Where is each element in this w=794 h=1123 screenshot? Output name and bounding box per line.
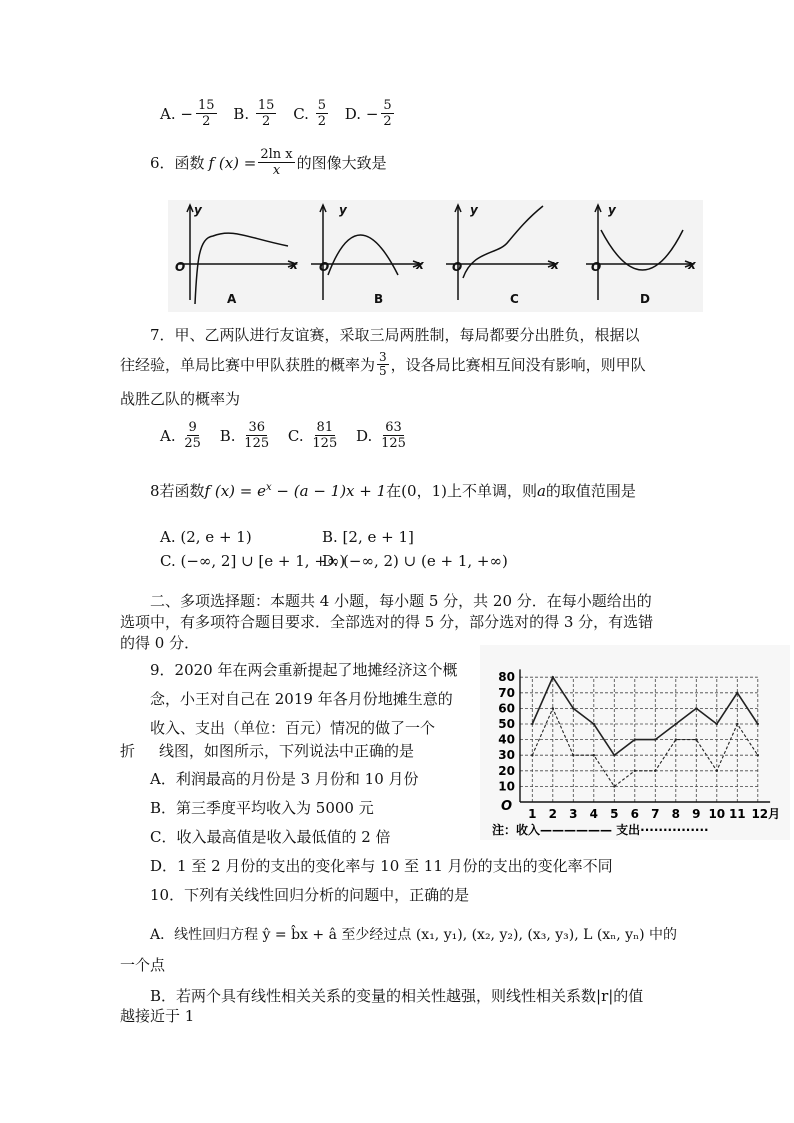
y-tick-label: 20 bbox=[498, 763, 515, 778]
data-point bbox=[593, 754, 595, 756]
origin-label: O bbox=[500, 799, 512, 814]
data-point bbox=[552, 707, 554, 709]
graph-d-origin: O bbox=[591, 260, 602, 274]
q9-line3: 收入、支出（单位：百元）情况的做了一个 bbox=[150, 719, 436, 737]
chart-legend: 注：收入—————— 支出··············· bbox=[492, 823, 709, 837]
q9-option-a: A．利润最高的月份是 3 月份和 10 月份 bbox=[150, 770, 419, 788]
data-point bbox=[757, 723, 759, 725]
q9-option-c: C．收入最高值是收入最低值的 2 倍 bbox=[150, 828, 391, 846]
q7-options: A. $\frac{9}{25}$ B. $\frac{36}{125}$ C. $\frac{81}{125}$ D. $\frac{63}{125}$ bbox=[160, 420, 406, 451]
data-point bbox=[716, 770, 718, 772]
graph-c-origin: O bbox=[452, 260, 463, 274]
y-tick-label: 80 bbox=[498, 670, 515, 685]
data-point bbox=[634, 770, 636, 772]
data-point bbox=[531, 723, 533, 725]
q5-option-c: C. $\frac{5}{2}$ bbox=[293, 98, 326, 129]
section2-line3: 的得 0 分． bbox=[120, 634, 200, 652]
y-tick-label: 30 bbox=[498, 748, 515, 763]
q10-option-a-1: A．线性回归方程 ŷ = b̂x + â 至少经过点 (x₁, y₁), (x₂, y₂), (x₃, y₃), L (xₙ, yₙ) 中的 bbox=[150, 927, 678, 943]
q9-line2: 念，小王对自己在 2019 年各月份地摊生意的 bbox=[150, 690, 453, 708]
q9-line-chart bbox=[480, 645, 790, 840]
data-point bbox=[531, 754, 533, 756]
q10-option-a-2: 一个点 bbox=[120, 956, 166, 974]
q8-option-c: C. (−∞, 2] ∪ [e + 1, +∞) bbox=[160, 552, 346, 570]
data-point bbox=[654, 770, 656, 772]
q10-line1: 10．下列有关线性回归分析的问题中，正确的是 bbox=[150, 886, 470, 904]
y-tick-label: 70 bbox=[498, 685, 515, 700]
graph-a-label: A bbox=[227, 292, 237, 306]
data-point bbox=[572, 707, 574, 709]
q7-line2: 往经验，单局比赛中甲队获胜的概率为 $\frac{3}{5}$ ，设各局比赛相互间没有影响，则甲队 bbox=[120, 350, 646, 378]
q8-option-b: B. [2, e + 1] bbox=[322, 528, 414, 546]
q6-graphs bbox=[168, 200, 703, 312]
q9-option-d: D．1 至 2 月份的支出的变化率与 10 至 11 月份的支出的变化率不同 bbox=[150, 857, 613, 875]
q9-line1: 9．2020 年在两会重新提起了地摊经济这个概 bbox=[150, 661, 458, 679]
graph-b-y: y bbox=[339, 203, 347, 217]
x-tick-label: 10 bbox=[708, 807, 726, 821]
data-point bbox=[736, 723, 738, 725]
graph-b-origin: O bbox=[319, 260, 330, 274]
q5-option-d: D. − $\frac{5}{2}$ bbox=[344, 98, 392, 129]
x-tick-label: 9 bbox=[692, 807, 701, 821]
graph-c-label: C bbox=[510, 292, 519, 306]
x-tick-label: 6 bbox=[630, 807, 639, 821]
y-tick-label: 10 bbox=[498, 779, 515, 794]
data-point bbox=[654, 738, 656, 740]
q5-option-b: B. $\frac{15}{2}$ bbox=[233, 98, 275, 129]
q5-option-a: A. − $\frac{15}{2}$ bbox=[160, 98, 215, 129]
data-point bbox=[716, 723, 718, 725]
y-tick-label: 60 bbox=[498, 701, 515, 716]
x-tick-label: 2 bbox=[548, 807, 557, 821]
q8-option-a: A. (2, e + 1) bbox=[160, 528, 252, 546]
q8-stem: 8若函数f $(x) = e^x - (a - 1)x + 1$在(0，1)上不单调，则a的取值范围是 bbox=[150, 482, 636, 500]
q6-stem: 6．函数 f (x) = $\frac{\text{2ln x}}{x}$ 的图像大致是 bbox=[150, 147, 387, 178]
x-tick-label: 3 bbox=[569, 807, 578, 821]
graph-a-origin: O bbox=[175, 260, 186, 274]
data-point bbox=[736, 692, 738, 694]
x-tick-label: 5 bbox=[610, 807, 619, 821]
data-point bbox=[572, 754, 574, 756]
graph-d-x: x bbox=[688, 258, 696, 272]
data-point bbox=[675, 723, 677, 725]
graph-c-x: x bbox=[551, 258, 559, 272]
data-point bbox=[552, 676, 554, 678]
data-point bbox=[613, 754, 615, 756]
x-tick-label: 11 bbox=[728, 807, 746, 821]
graph-c-y: y bbox=[470, 203, 478, 217]
q5-options bbox=[160, 98, 406, 129]
graph-b-x: x bbox=[416, 258, 424, 272]
q9-option-b: B．第三季度平均收入为 5000 元 bbox=[150, 799, 374, 817]
data-point bbox=[695, 738, 697, 740]
q9-line4: 折 线图，如图所示，下列说法中正确的是 bbox=[120, 742, 415, 760]
data-point bbox=[695, 707, 697, 709]
q7-line3: 战胜乙队的概率为 bbox=[120, 390, 241, 408]
graph-a-y: y bbox=[194, 203, 202, 217]
x-tick-label: 12月 bbox=[751, 807, 781, 821]
data-point bbox=[613, 785, 615, 787]
y-tick-label: 50 bbox=[498, 717, 515, 731]
x-tick-label: 4 bbox=[589, 807, 598, 821]
data-point bbox=[675, 738, 677, 740]
section2-line1: 二、多项选择题：本题共 4 小题，每小题 5 分，共 20 分．在每小题给出的 bbox=[150, 592, 652, 610]
graph-b-label: B bbox=[374, 292, 384, 306]
data-point bbox=[593, 723, 595, 725]
q7-line1: 7．甲、乙两队进行友谊赛，采取三局两胜制，每局都要分出胜负，根据以 bbox=[150, 326, 640, 344]
q10-option-b-1: B．若两个具有线性相关关系的变量的相关性越强，则线性相关系数|r|的值 bbox=[150, 987, 644, 1005]
graph-d-label: D bbox=[640, 292, 650, 306]
graph-a-x: x bbox=[290, 258, 298, 272]
x-tick-label: 8 bbox=[671, 807, 680, 821]
data-point bbox=[634, 738, 636, 740]
x-tick-label: 1 bbox=[528, 807, 537, 821]
q10-option-b-2: 越接近于 1 bbox=[120, 1007, 195, 1025]
q8-option-d: D. (−∞, 2) ∪ (e + 1, +∞) bbox=[322, 552, 508, 570]
y-tick-label: 40 bbox=[498, 732, 515, 747]
data-point bbox=[757, 754, 759, 756]
section2-line2: 选项中，有多项符合题目要求．全部选对的得 5 分，部分选对的得 3 分，有选错 bbox=[120, 613, 654, 631]
x-tick-label: 7 bbox=[651, 807, 660, 821]
graph-d-y: y bbox=[608, 203, 616, 217]
